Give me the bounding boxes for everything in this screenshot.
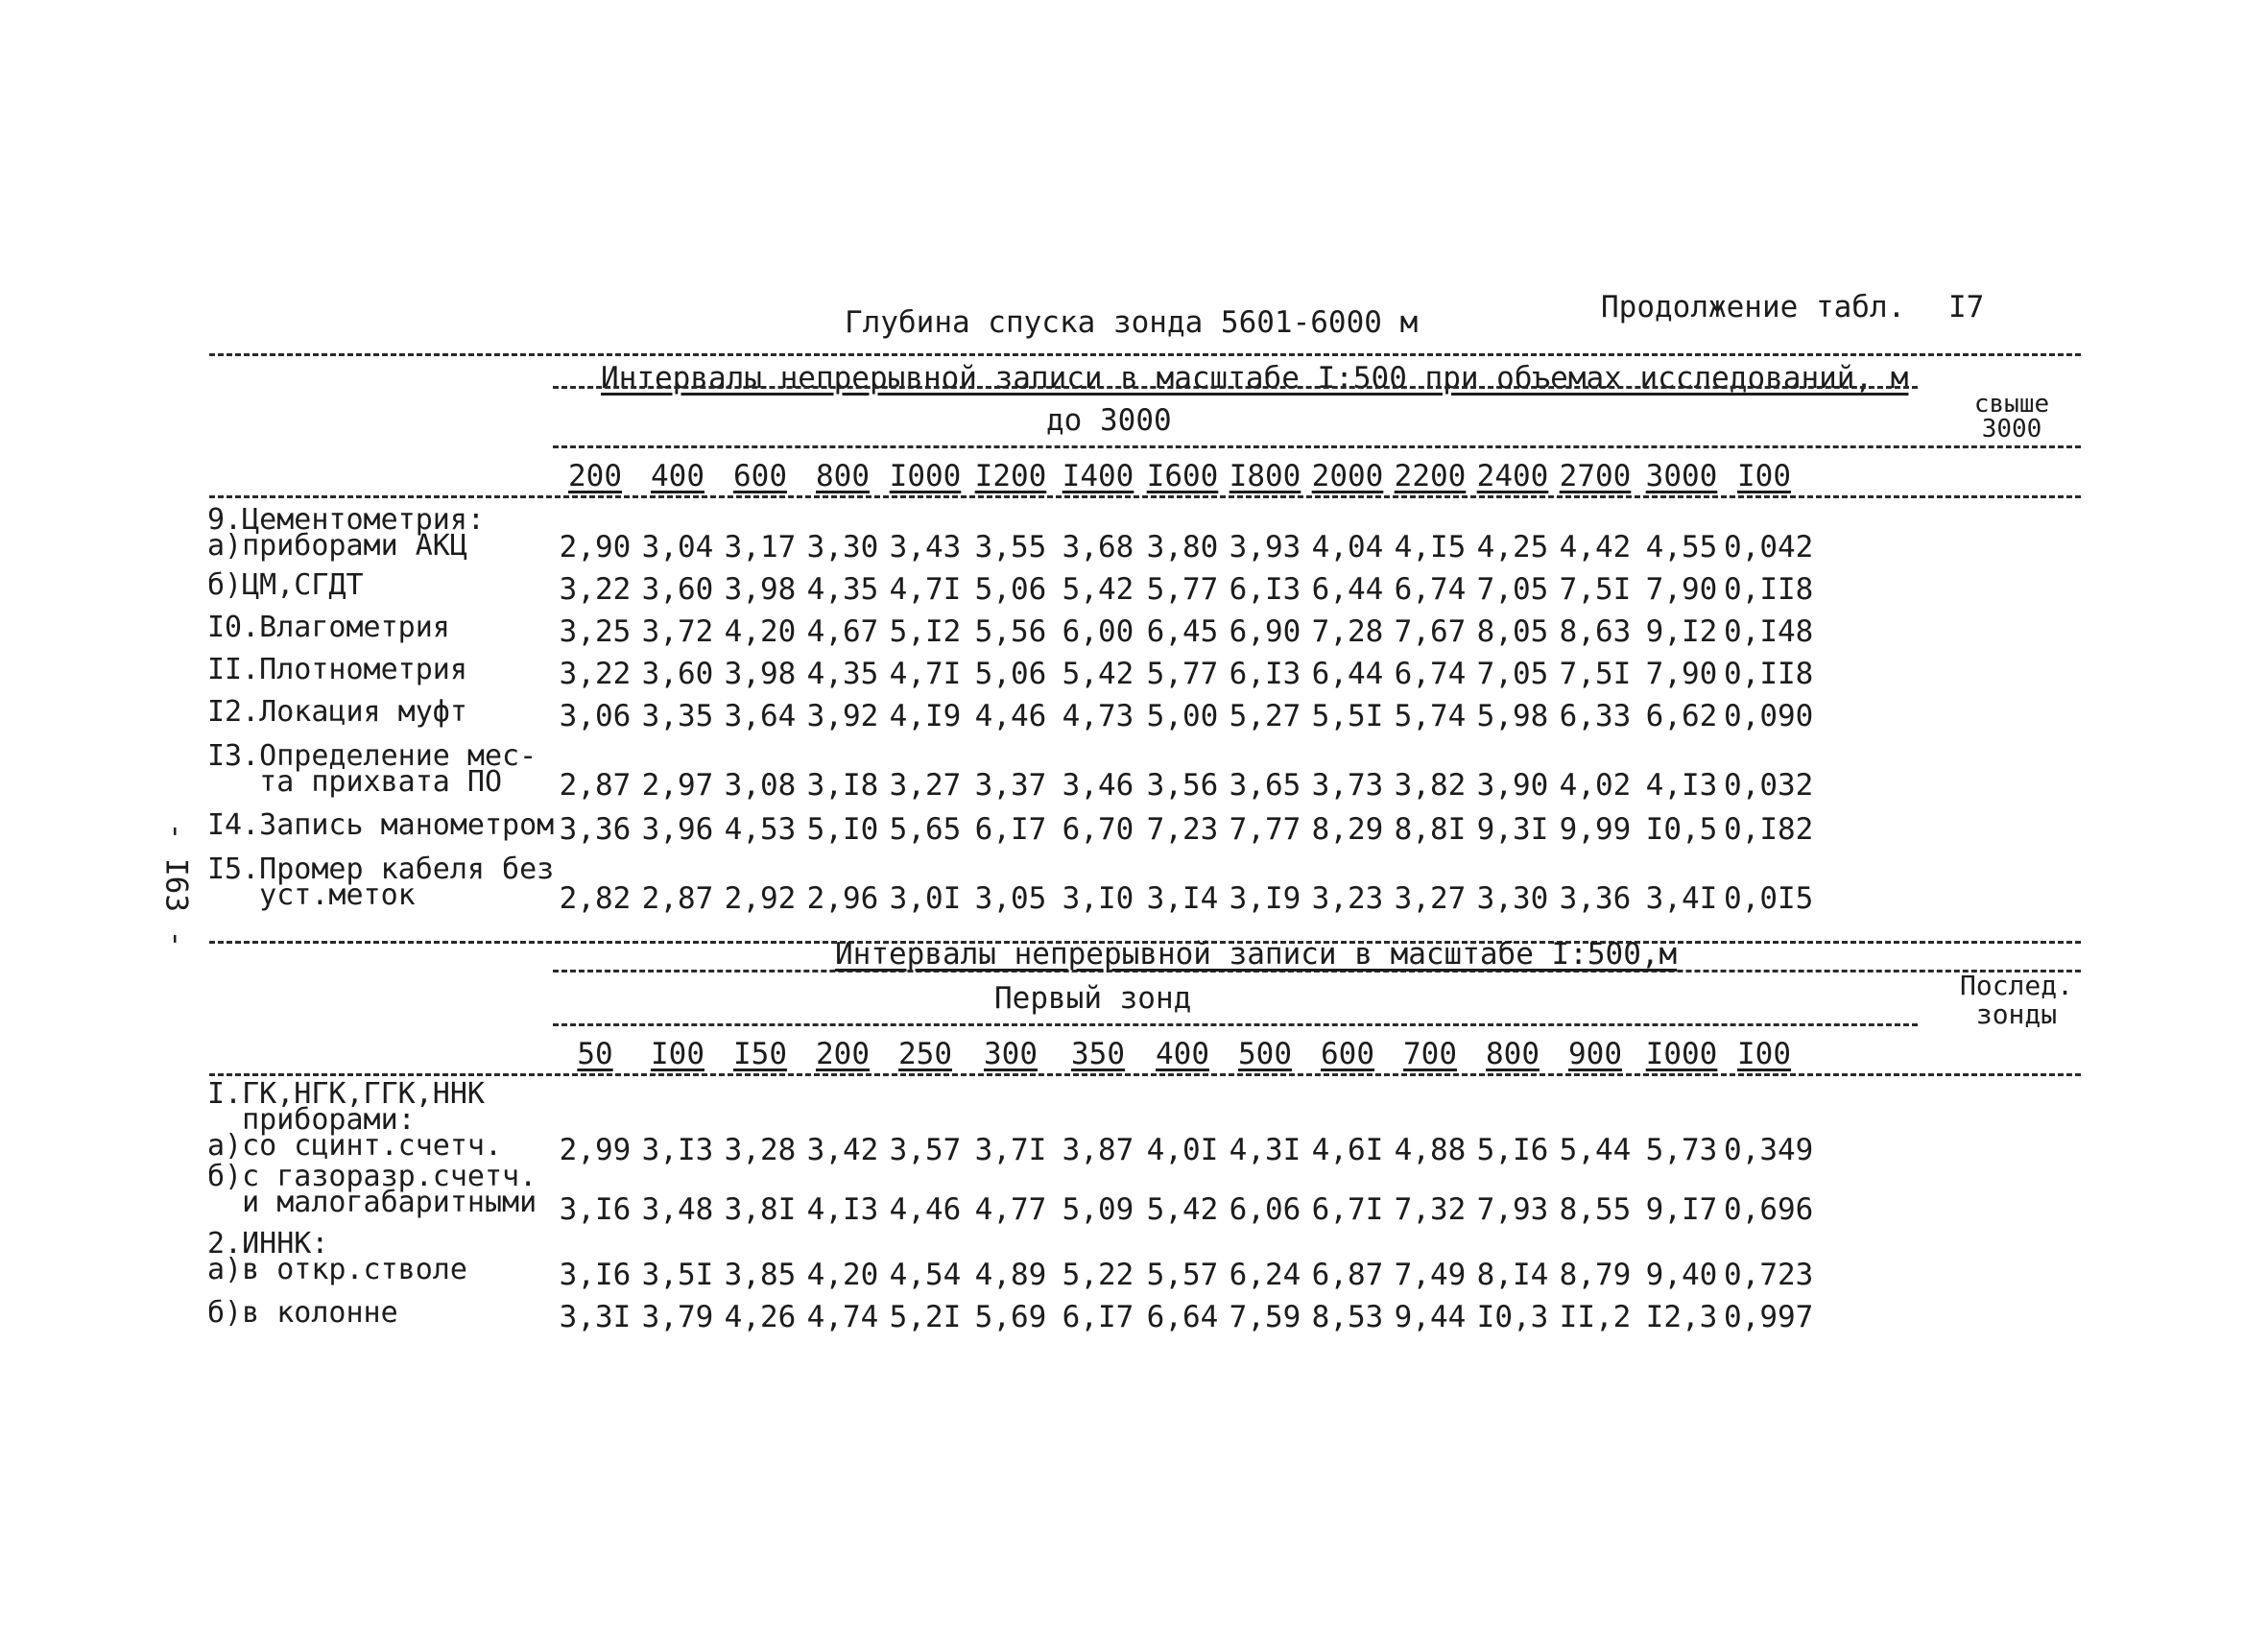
- table-cell: 3,06: [559, 699, 632, 733]
- table-number: I7: [1948, 290, 1985, 324]
- table-cell: 3,30: [1476, 881, 1549, 916]
- row-label: I2.Локация муфт: [207, 695, 467, 729]
- table-cell: 2,87: [641, 881, 714, 916]
- table-cell: 3,82: [1394, 768, 1467, 803]
- column-header: I000: [889, 459, 962, 493]
- table-cell: 4,3I: [1229, 1133, 1301, 1167]
- column-header: 800: [816, 459, 870, 493]
- table-cell: 3,0I: [889, 881, 962, 916]
- table-cell: 3,36: [559, 812, 632, 847]
- table-cell: I0,3: [1476, 1300, 1549, 1334]
- table-cell: 3,I6: [559, 1192, 632, 1227]
- table-cell: 4,25: [1476, 530, 1549, 564]
- column-header: I00: [1737, 1037, 1791, 1071]
- table-cell: 6,74: [1394, 572, 1467, 607]
- table-cell: 8,79: [1559, 1258, 1632, 1292]
- table-cell: 4,7I: [889, 657, 962, 691]
- table-cell: 7,93: [1476, 1192, 1549, 1227]
- table-cell: 5,77: [1146, 572, 1219, 607]
- row-label: I3.Определение мес-: [207, 739, 537, 773]
- table-cell: 4,26: [724, 1300, 797, 1334]
- table-cell: 5,98: [1476, 699, 1549, 733]
- table-cell: 3,23: [1311, 881, 1384, 916]
- table-cell: 7,32: [1394, 1192, 1467, 1227]
- table-cell: 3,22: [559, 572, 632, 607]
- table-cell: 3,I4: [1146, 881, 1219, 916]
- table-cell: 7,90: [1645, 572, 1718, 607]
- table-cell: 4,04: [1311, 530, 1384, 564]
- table-cell: 0,I82: [1724, 812, 1814, 847]
- table-cell: 8,05: [1476, 614, 1549, 649]
- table-cell: 7,49: [1394, 1258, 1467, 1292]
- section1-group-upto: до 3000: [1046, 403, 1172, 438]
- table-cell: 3,46: [1062, 768, 1134, 803]
- row-label: а)в откр.стволе: [207, 1253, 467, 1286]
- table-cell: 6,74: [1394, 657, 1467, 691]
- table-cell: II,2: [1559, 1300, 1632, 1334]
- table-cell: 0,997: [1724, 1300, 1814, 1334]
- table-cell: 4,0I: [1146, 1133, 1219, 1167]
- table-cell: 3,56: [1146, 768, 1219, 803]
- row-label: I0.Влагометрия: [207, 611, 450, 644]
- column-header: 400: [651, 459, 704, 493]
- table-cell: 0,349: [1724, 1133, 1814, 1167]
- table-cell: 6,I7: [1062, 1300, 1134, 1334]
- table-cell: 3,8I: [724, 1192, 797, 1227]
- table-cell: 8,63: [1559, 614, 1632, 649]
- table-cell: 3,08: [724, 768, 797, 803]
- table-cell: 2,96: [806, 881, 879, 916]
- table-cell: 2,90: [559, 530, 632, 564]
- row-label: б)в колонне: [207, 1296, 398, 1330]
- column-header: 200: [816, 1037, 870, 1071]
- table-cell: 3,25: [559, 614, 632, 649]
- table-cell: 5,57: [1146, 1258, 1219, 1292]
- table-cell: 2,87: [559, 768, 632, 803]
- column-header: 2400: [1476, 459, 1549, 493]
- column-header: I400: [1062, 459, 1134, 493]
- table-cell: 3,43: [889, 530, 962, 564]
- table-cell: 7,59: [1229, 1300, 1301, 1334]
- table-cell: 3,73: [1311, 768, 1384, 803]
- table-cell: 0,696: [1724, 1192, 1814, 1227]
- table-cell: 3,98: [724, 657, 797, 691]
- table-cell: 6,90: [1229, 614, 1301, 649]
- table-cell: 0,032: [1724, 768, 1814, 803]
- column-header: I00: [651, 1037, 704, 1071]
- row-label: б)с газоразр.счетч.: [207, 1160, 537, 1193]
- column-header: 700: [1403, 1037, 1457, 1071]
- table-cell: 3,79: [641, 1300, 714, 1334]
- table-cell: 4,54: [889, 1258, 962, 1292]
- table-cell: 5,06: [974, 657, 1047, 691]
- column-header: 350: [1071, 1037, 1125, 1071]
- table-cell: 6,70: [1062, 812, 1134, 847]
- row-label: приборами:: [207, 1103, 416, 1137]
- row-label: I4.Запись манометром: [207, 808, 555, 842]
- table-cell: 3,36: [1559, 881, 1632, 916]
- section2-group-first: Первый зонд: [994, 981, 1192, 1016]
- table-cell: 4,35: [806, 657, 879, 691]
- table-cell: 4,I3: [806, 1192, 879, 1227]
- rule: [553, 445, 2081, 448]
- table-cell: 5,77: [1146, 657, 1219, 691]
- table-cell: 3,28: [724, 1133, 797, 1167]
- table-cell: 8,55: [1559, 1192, 1632, 1227]
- table-cell: 3,22: [559, 657, 632, 691]
- table-cell: 7,05: [1476, 657, 1549, 691]
- table-cell: 3,7I: [974, 1133, 1047, 1167]
- table-cell: 3,05: [974, 881, 1047, 916]
- table-cell: 4,6I: [1311, 1133, 1384, 1167]
- table-cell: 4,20: [806, 1258, 879, 1292]
- column-header: 900: [1568, 1037, 1622, 1071]
- table-cell: 3,68: [1062, 530, 1134, 564]
- table-cell: 3,I8: [806, 768, 879, 803]
- table-cell: 4,42: [1559, 530, 1632, 564]
- table-cell: 5,42: [1062, 657, 1134, 691]
- table-cell: 9,3I: [1476, 812, 1549, 847]
- table-cell: 6,24: [1229, 1258, 1301, 1292]
- table-cell: 6,7I: [1311, 1192, 1384, 1227]
- continuation-label: Продолжение табл.: [1601, 290, 1906, 324]
- table-cell: 7,90: [1645, 657, 1718, 691]
- column-header: I00: [1737, 459, 1791, 493]
- table-cell: 9,99: [1559, 812, 1632, 847]
- table-cell: 0,0I5: [1724, 881, 1814, 916]
- table-cell: 4,89: [974, 1258, 1047, 1292]
- table-cell: 3,48: [641, 1192, 714, 1227]
- table-cell: 0,I48: [1724, 614, 1814, 649]
- table-cell: 4,73: [1062, 699, 1134, 733]
- rule: [553, 386, 1918, 389]
- table-cell: 3,I9: [1229, 881, 1301, 916]
- table-cell: 8,29: [1311, 812, 1384, 847]
- table-cell: 4,7I: [889, 572, 962, 607]
- table-cell: 3,93: [1229, 530, 1301, 564]
- table-cell: 4,46: [974, 699, 1047, 733]
- table-cell: 2,99: [559, 1133, 632, 1167]
- table-cell: 5,06: [974, 572, 1047, 607]
- table-cell: 3,85: [724, 1258, 797, 1292]
- table-cell: 3,30: [806, 530, 879, 564]
- section2-caption: Интервалы непрерывной записи в масштабе I:500,м: [835, 937, 1678, 972]
- table-cell: 7,5I: [1559, 572, 1632, 607]
- table-cell: 5,22: [1062, 1258, 1134, 1292]
- table-cell: 5,27: [1229, 699, 1301, 733]
- section1-caption: Интервалы непрерывной записи в масштабе I:500 при объемах исследований, м: [601, 361, 1909, 396]
- table-cell: 3,5I: [641, 1258, 714, 1292]
- table-cell: 7,05: [1476, 572, 1549, 607]
- column-header: 200: [568, 459, 622, 493]
- section1-group-above: свыше 3000: [1973, 390, 2050, 444]
- column-header: 2700: [1559, 459, 1632, 493]
- table-cell: 3,17: [724, 530, 797, 564]
- table-cell: 5,42: [1146, 1192, 1219, 1227]
- table-cell: 6,87: [1311, 1258, 1384, 1292]
- page-number: - I63 -: [158, 822, 194, 949]
- table-cell: 3,I6: [559, 1258, 632, 1292]
- column-header: 2200: [1394, 459, 1467, 493]
- table-cell: 0,090: [1724, 699, 1814, 733]
- table-cell: I2,3: [1645, 1300, 1718, 1334]
- table-cell: 7,23: [1146, 812, 1219, 847]
- table-cell: 3,27: [889, 768, 962, 803]
- column-header: 50: [577, 1037, 613, 1071]
- table-cell: 5,65: [889, 812, 962, 847]
- table-cell: 3,3I: [559, 1300, 632, 1334]
- table-cell: 4,67: [806, 614, 879, 649]
- table-cell: 4,I3: [1645, 768, 1718, 803]
- table-cell: 3,80: [1146, 530, 1219, 564]
- column-header: 400: [1156, 1037, 1209, 1071]
- table-cell: 3,I0: [1062, 881, 1134, 916]
- table-cell: 4,55: [1645, 530, 1718, 564]
- rule: [209, 353, 2081, 356]
- column-header: 300: [984, 1037, 1038, 1071]
- table-cell: 4,53: [724, 812, 797, 847]
- row-label: 2.ИННК:: [207, 1227, 329, 1261]
- row-label: II.Плотнометрия: [207, 653, 467, 686]
- table-cell: 4,35: [806, 572, 879, 607]
- table-cell: 0,723: [1724, 1258, 1814, 1292]
- column-header: 600: [733, 459, 787, 493]
- table-cell: 3,I3: [641, 1133, 714, 1167]
- column-header: I50: [733, 1037, 787, 1071]
- table-cell: 5,44: [1559, 1133, 1632, 1167]
- column-header: 3000: [1645, 459, 1718, 493]
- table-cell: 9,40: [1645, 1258, 1718, 1292]
- column-header: I600: [1146, 459, 1219, 493]
- table-cell: 3,96: [641, 812, 714, 847]
- table-cell: 4,02: [1559, 768, 1632, 803]
- table-cell: 0,042: [1724, 530, 1814, 564]
- table-cell: 3,92: [806, 699, 879, 733]
- table-cell: 3,87: [1062, 1133, 1134, 1167]
- row-label: I.ГК,НГК,ГГК,ННК: [207, 1077, 485, 1111]
- row-label: а)со сцинт.счетч.: [207, 1129, 503, 1163]
- table-cell: 3,27: [1394, 881, 1467, 916]
- table-cell: 3,57: [889, 1133, 962, 1167]
- table-cell: 9,I7: [1645, 1192, 1718, 1227]
- table-cell: 0,II8: [1724, 657, 1814, 691]
- column-header: 2000: [1311, 459, 1384, 493]
- row-label: б)ЦМ,СГДТ: [207, 568, 364, 602]
- table-cell: 6,I3: [1229, 572, 1301, 607]
- table-cell: 3,72: [641, 614, 714, 649]
- row-label: 9.Цементометрия:: [207, 503, 485, 537]
- table-cell: 3,64: [724, 699, 797, 733]
- table-cell: 4,20: [724, 614, 797, 649]
- table-cell: I0,5: [1645, 812, 1718, 847]
- table-cell: 6,64: [1146, 1300, 1219, 1334]
- row-label: уст.меток: [207, 878, 416, 912]
- table-cell: 6,I3: [1229, 657, 1301, 691]
- table-cell: 4,74: [806, 1300, 879, 1334]
- table-cell: 3,37: [974, 768, 1047, 803]
- table-cell: 4,77: [974, 1192, 1047, 1227]
- row-label: I5.Промер кабеля без: [207, 853, 555, 886]
- table-cell: 5,5I: [1311, 699, 1384, 733]
- table-cell: 5,74: [1394, 699, 1467, 733]
- table-cell: 6,44: [1311, 657, 1384, 691]
- column-header: I200: [974, 459, 1047, 493]
- table-cell: 3,98: [724, 572, 797, 607]
- table-cell: 5,09: [1062, 1192, 1134, 1227]
- table-cell: 4,46: [889, 1192, 962, 1227]
- table-cell: 3,35: [641, 699, 714, 733]
- column-header: 500: [1238, 1037, 1292, 1071]
- table-cell: 6,45: [1146, 614, 1219, 649]
- table-cell: 2,92: [724, 881, 797, 916]
- table-cell: 5,69: [974, 1300, 1047, 1334]
- table-cell: 7,28: [1311, 614, 1384, 649]
- table-cell: 7,77: [1229, 812, 1301, 847]
- table-cell: 3,04: [641, 530, 714, 564]
- rule: [209, 495, 2081, 498]
- row-label: и малогабаритными: [207, 1186, 537, 1219]
- rule: [553, 1023, 1918, 1026]
- column-header: 800: [1486, 1037, 1540, 1071]
- table-cell: 3,55: [974, 530, 1047, 564]
- row-label: та прихвата ПО: [207, 765, 503, 799]
- column-header: I800: [1229, 459, 1301, 493]
- table-cell: 3,65: [1229, 768, 1301, 803]
- table-cell: 7,5I: [1559, 657, 1632, 691]
- table-cell: 3,60: [641, 657, 714, 691]
- table-cell: 4,88: [1394, 1133, 1467, 1167]
- table-cell: 5,73: [1645, 1133, 1718, 1167]
- table-cell: 6,44: [1311, 572, 1384, 607]
- table-cell: 5,56: [974, 614, 1047, 649]
- table-cell: 6,00: [1062, 614, 1134, 649]
- column-header: 600: [1321, 1037, 1374, 1071]
- table-cell: 3,42: [806, 1133, 879, 1167]
- section2-group-next: Послед. зонды: [1959, 970, 2073, 1030]
- table-cell: 2,82: [559, 881, 632, 916]
- table-cell: 6,06: [1229, 1192, 1301, 1227]
- rule: [209, 1073, 2081, 1076]
- table-cell: 3,4I: [1645, 881, 1718, 916]
- table-cell: 9,I2: [1645, 614, 1718, 649]
- table-title: Глубина спуска зонда 5601-6000 м: [845, 305, 1419, 340]
- table-cell: 6,33: [1559, 699, 1632, 733]
- table-cell: 4,I9: [889, 699, 962, 733]
- table-cell: 2,97: [641, 768, 714, 803]
- table-cell: 3,60: [641, 572, 714, 607]
- table-cell: 7,67: [1394, 614, 1467, 649]
- table-cell: 0,II8: [1724, 572, 1814, 607]
- table-cell: 6,62: [1645, 699, 1718, 733]
- table-cell: 5,00: [1146, 699, 1219, 733]
- table-cell: 5,I6: [1476, 1133, 1549, 1167]
- table-cell: 8,8I: [1394, 812, 1467, 847]
- table-cell: 9,44: [1394, 1300, 1467, 1334]
- table-cell: 8,53: [1311, 1300, 1384, 1334]
- table-cell: 5,I2: [889, 614, 962, 649]
- table-cell: 5,42: [1062, 572, 1134, 607]
- table-cell: 3,90: [1476, 768, 1549, 803]
- row-label: а)приборами АКЦ: [207, 529, 467, 563]
- column-header: I000: [1645, 1037, 1718, 1071]
- table-cell: 6,I7: [974, 812, 1047, 847]
- table-cell: 8,I4: [1476, 1258, 1549, 1292]
- table-cell: 4,I5: [1394, 530, 1467, 564]
- table-cell: 5,I0: [806, 812, 879, 847]
- column-header: 250: [898, 1037, 952, 1071]
- table-cell: 5,2I: [889, 1300, 962, 1334]
